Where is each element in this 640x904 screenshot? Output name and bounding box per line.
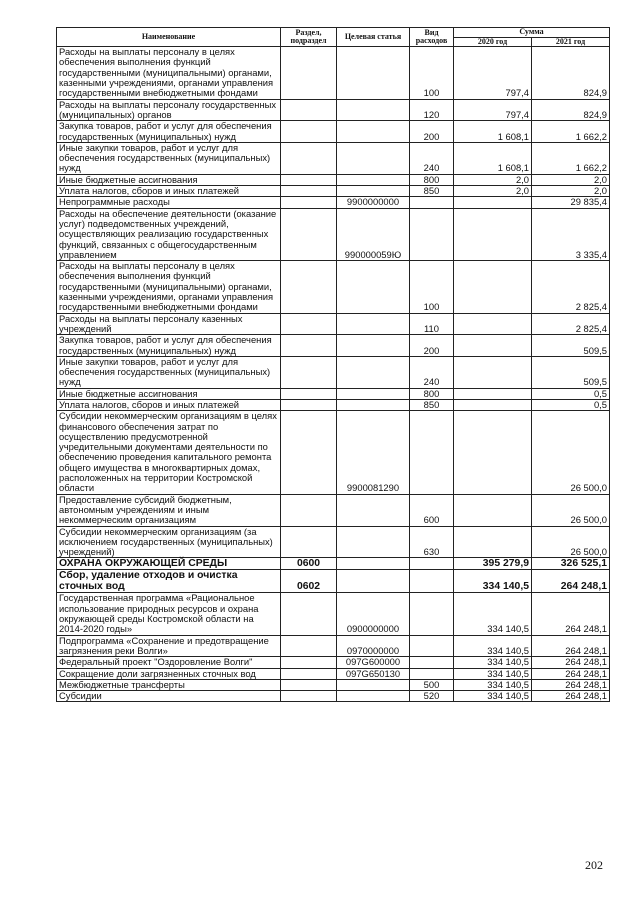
cell-2021: 326 525,1 <box>532 558 610 570</box>
cell-2021: 0,5 <box>532 388 610 399</box>
cell-kind: 600 <box>410 494 454 526</box>
cell-2021: 509,5 <box>532 356 610 388</box>
cell-name: Предоставление субсидий бюджетным, автономным учреждениям и иным некоммерческим организациям <box>57 494 281 526</box>
cell-kind: 630 <box>410 526 454 558</box>
cell-2021: 264 248,1 <box>532 570 610 593</box>
header-kind: Вид расходов <box>410 28 454 47</box>
cell-2020: 1 608,1 <box>454 142 532 174</box>
cell-target <box>337 261 410 313</box>
cell-section <box>281 668 337 679</box>
table-row <box>57 197 610 208</box>
table-row <box>57 668 610 679</box>
cell-2020 <box>454 399 532 410</box>
header-2021: 2021 год <box>532 37 610 47</box>
cell-kind: 850 <box>410 186 454 197</box>
cell-2020: 395 279,9 <box>454 558 532 570</box>
cell-2021: 29 835,4 <box>532 197 610 208</box>
cell-2021: 2,0 <box>532 174 610 185</box>
cell-kind <box>410 668 454 679</box>
cell-name: Подпрограмма «Сохранение и предотвращение загрязнения реки Волги» <box>57 635 281 657</box>
cell-section <box>281 47 337 99</box>
table-row <box>57 657 610 668</box>
cell-target <box>337 47 410 99</box>
cell-2020 <box>454 335 532 357</box>
cell-2021: 824,9 <box>532 47 610 99</box>
cell-2020: 797,4 <box>454 99 532 121</box>
table-row <box>57 635 610 657</box>
cell-2020: 334 140,5 <box>454 570 532 593</box>
cell-target <box>337 356 410 388</box>
cell-2020 <box>454 197 532 208</box>
cell-name: Субсидии <box>57 691 281 702</box>
cell-name: Непрограммные расходы <box>57 197 281 208</box>
cell-section <box>281 657 337 668</box>
cell-2020: 797,4 <box>454 47 532 99</box>
cell-section <box>281 186 337 197</box>
cell-2020 <box>454 261 532 313</box>
cell-2021: 26 500,0 <box>532 494 610 526</box>
cell-target: 0970000000 <box>337 635 410 657</box>
cell-2021: 264 248,1 <box>532 668 610 679</box>
cell-target: 097G600000 <box>337 657 410 668</box>
cell-kind: 850 <box>410 399 454 410</box>
cell-2021: 26 500,0 <box>532 411 610 494</box>
cell-2021: 1 662,2 <box>532 121 610 143</box>
cell-section: 0600 <box>281 558 337 570</box>
cell-section <box>281 593 337 635</box>
cell-2021: 2 825,4 <box>532 261 610 313</box>
cell-kind: 120 <box>410 99 454 121</box>
cell-target <box>337 399 410 410</box>
cell-2021: 264 248,1 <box>532 657 610 668</box>
cell-kind <box>410 570 454 593</box>
cell-2020: 1 608,1 <box>454 121 532 143</box>
cell-target <box>337 388 410 399</box>
cell-name: Иные закупки товаров, работ и услуг для обеспечения государственных (муниципальных) нужд <box>57 356 281 388</box>
cell-section <box>281 208 337 260</box>
table-row <box>57 142 610 174</box>
cell-2020: 2,0 <box>454 186 532 197</box>
cell-2021: 2 825,4 <box>532 313 610 335</box>
cell-2020: 334 140,5 <box>454 668 532 679</box>
cell-target: 990000059Ю <box>337 208 410 260</box>
table-row <box>57 261 610 313</box>
cell-2021: 509,5 <box>532 335 610 357</box>
cell-kind: 110 <box>410 313 454 335</box>
cell-kind <box>410 208 454 260</box>
cell-name: ОХРАНА ОКРУЖАЮЩЕЙ СРЕДЫ <box>57 558 281 570</box>
cell-2020 <box>454 494 532 526</box>
table-row <box>57 121 610 143</box>
cell-target <box>337 570 410 593</box>
table-row <box>57 679 610 690</box>
header-target: Целевая статья <box>337 28 410 47</box>
cell-target <box>337 186 410 197</box>
table-row <box>57 570 610 593</box>
page-number: 202 <box>585 858 603 872</box>
cell-kind: 100 <box>410 261 454 313</box>
cell-target <box>337 691 410 702</box>
cell-name: Закупка товаров, работ и услуг для обеспечения государственных (муниципальных) нужд <box>57 335 281 357</box>
cell-2021: 824,9 <box>532 99 610 121</box>
cell-kind: 200 <box>410 121 454 143</box>
cell-2021: 26 500,0 <box>532 526 610 558</box>
cell-kind: 100 <box>410 47 454 99</box>
cell-target <box>337 526 410 558</box>
header-2020: 2020 год <box>454 37 532 47</box>
cell-name: Иные бюджетные ассигнования <box>57 174 281 185</box>
cell-section <box>281 99 337 121</box>
cell-target <box>337 313 410 335</box>
cell-name: Расходы на выплаты персоналу казенных учреждений <box>57 313 281 335</box>
table-row <box>57 526 610 558</box>
cell-name: Субсидии некоммерческим организациям (за исключением государственных (муниципальных) учреждений) <box>57 526 281 558</box>
cell-name: Федеральный проект "Оздоровление Волги" <box>57 657 281 668</box>
cell-target <box>337 99 410 121</box>
cell-name: Уплата налогов, сборов и иных платежей <box>57 399 281 410</box>
cell-2020: 334 140,5 <box>454 679 532 690</box>
table-row <box>57 47 610 99</box>
cell-section <box>281 142 337 174</box>
cell-kind: 800 <box>410 388 454 399</box>
cell-section <box>281 388 337 399</box>
cell-target <box>337 174 410 185</box>
cell-target: 097G650130 <box>337 668 410 679</box>
cell-name: Государственная программа «Рациональное использование природных ресурсов и охрана окружающей среды Костромской области на 2014-2020 годы» <box>57 593 281 635</box>
cell-section <box>281 635 337 657</box>
cell-2020 <box>454 526 532 558</box>
cell-name: Расходы на обеспечение деятельности (оказание услуг) подведомственных учреждений, осуществляющих реализацию государственных функций, связанных с общегосударственным управлением <box>57 208 281 260</box>
cell-2020: 334 140,5 <box>454 657 532 668</box>
cell-target <box>337 142 410 174</box>
table-row <box>57 208 610 260</box>
table-row <box>57 335 610 357</box>
cell-section <box>281 335 337 357</box>
cell-2020: 2,0 <box>454 174 532 185</box>
cell-kind: 240 <box>410 356 454 388</box>
cell-target <box>337 335 410 357</box>
cell-section: 0602 <box>281 570 337 593</box>
cell-2021: 264 248,1 <box>532 691 610 702</box>
cell-2020: 334 140,5 <box>454 593 532 635</box>
cell-kind: 240 <box>410 142 454 174</box>
cell-kind <box>410 197 454 208</box>
cell-2021: 264 248,1 <box>532 635 610 657</box>
header-sum: Сумма <box>454 28 610 38</box>
cell-target: 9900000000 <box>337 197 410 208</box>
cell-name: Субсидии некоммерческим организациям в целях финансового обеспечения затрат по осуществлению предусмотренной учредительными документами деятельности по обеспечению проведения капитального ремонта общего имущества в многоквартирных домах, расположенных на территории Костромской области <box>57 411 281 494</box>
table-row <box>57 558 610 570</box>
cell-target: 0900000000 <box>337 593 410 635</box>
cell-name: Сбор, удаление отходов и очистка сточных вод <box>57 570 281 593</box>
table-row <box>57 411 610 494</box>
cell-target <box>337 558 410 570</box>
table-row <box>57 494 610 526</box>
cell-kind <box>410 558 454 570</box>
cell-name: Расходы на выплаты персоналу в целях обеспечения выполнения функций государственными (муниципальными) органами, казенными учреждениями, органами управления государственными внебюджетными фондами <box>57 261 281 313</box>
cell-name: Расходы на выплаты персоналу в целях обеспечения выполнения функций государственными (муниципальными) органами, казенными учреждениями, органами управления государственными внебюджетными фондами <box>57 47 281 99</box>
cell-kind <box>410 657 454 668</box>
cell-target <box>337 679 410 690</box>
cell-2021: 0,5 <box>532 399 610 410</box>
table-row <box>57 691 610 702</box>
budget-table <box>56 27 610 702</box>
cell-kind <box>410 635 454 657</box>
table-row <box>57 356 610 388</box>
cell-2020: 334 140,5 <box>454 635 532 657</box>
cell-target: 9900081290 <box>337 411 410 494</box>
cell-kind: 520 <box>410 691 454 702</box>
cell-kind: 500 <box>410 679 454 690</box>
cell-section <box>281 526 337 558</box>
cell-target <box>337 121 410 143</box>
cell-2021: 264 248,1 <box>532 593 610 635</box>
cell-2021: 1 662,2 <box>532 142 610 174</box>
header-name: Наименование <box>57 28 281 47</box>
cell-2020 <box>454 356 532 388</box>
cell-section <box>281 679 337 690</box>
cell-section <box>281 399 337 410</box>
cell-section <box>281 691 337 702</box>
cell-kind: 200 <box>410 335 454 357</box>
cell-section <box>281 356 337 388</box>
table-row <box>57 388 610 399</box>
cell-kind <box>410 411 454 494</box>
cell-section <box>281 197 337 208</box>
cell-section <box>281 411 337 494</box>
cell-2021: 2,0 <box>532 186 610 197</box>
cell-name: Закупка товаров, работ и услуг для обеспечения государственных (муниципальных) нужд <box>57 121 281 143</box>
cell-2020: 334 140,5 <box>454 691 532 702</box>
table-row <box>57 186 610 197</box>
table-row <box>57 313 610 335</box>
table-row <box>57 174 610 185</box>
cell-2020 <box>454 411 532 494</box>
table-row <box>57 99 610 121</box>
cell-name: Уплата налогов, сборов и иных платежей <box>57 186 281 197</box>
cell-name: Иные бюджетные ассигнования <box>57 388 281 399</box>
cell-2020 <box>454 208 532 260</box>
cell-kind: 800 <box>410 174 454 185</box>
table-row <box>57 399 610 410</box>
cell-name: Межбюджетные трансферты <box>57 679 281 690</box>
cell-target <box>337 494 410 526</box>
cell-name: Сокращение доли загрязненных сточных вод <box>57 668 281 679</box>
cell-name: Расходы на выплаты персоналу государственных (муниципальных) органов <box>57 99 281 121</box>
header-section: Раздел, подраздел <box>281 28 337 47</box>
table-body <box>57 47 610 702</box>
cell-section <box>281 121 337 143</box>
cell-section <box>281 313 337 335</box>
cell-kind <box>410 593 454 635</box>
cell-section <box>281 494 337 526</box>
cell-section <box>281 261 337 313</box>
cell-name: Иные закупки товаров, работ и услуг для обеспечения государственных (муниципальных) нужд <box>57 142 281 174</box>
table-row <box>57 593 610 635</box>
cell-2021: 3 335,4 <box>532 208 610 260</box>
cell-2021: 264 248,1 <box>532 679 610 690</box>
cell-2020 <box>454 388 532 399</box>
cell-2020 <box>454 313 532 335</box>
cell-section <box>281 174 337 185</box>
